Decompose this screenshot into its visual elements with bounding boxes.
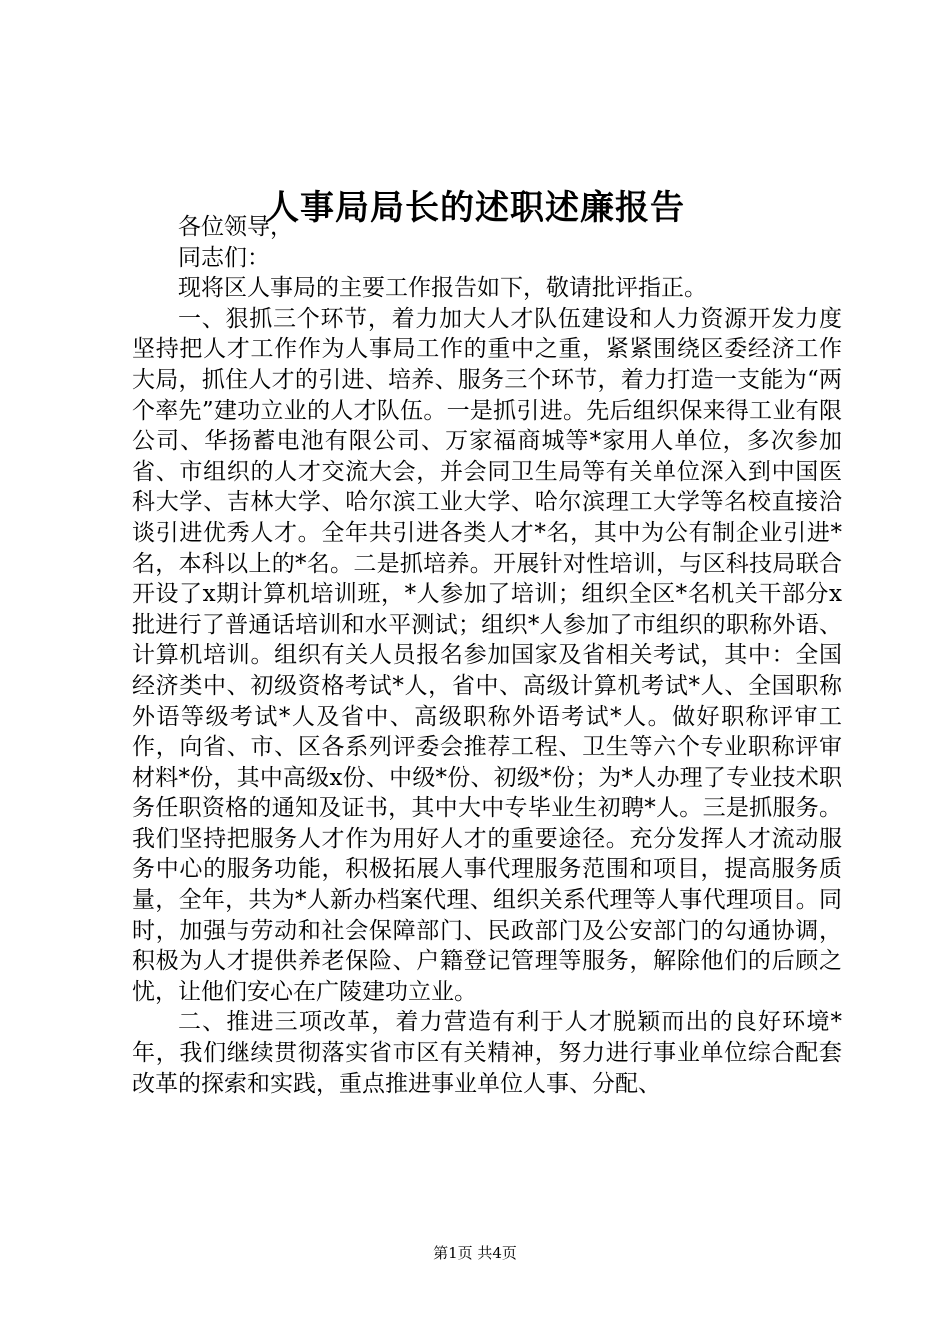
salutation-leaders: 各位领导， <box>178 214 293 240</box>
body-paragraph: 一、狠抓三个环节，着力加大人才队伍建设和人力资源开发力度坚持把人才工作作为人事局工作的重中之重，紧紧围绕区委经济工作大局，抓住人才的引进、培养、服务三个环节，着力打造一支能为“两个率先”建功立业的人才队伍。一是抓引进。先后组织保来得工业有限公司、华扬蓄电池有限公司、万家福商城等*家用人单位，多次参加省、市组织的人才交流大会，并会同卫生局等有关单位深入到中国医科大学、吉林大学、哈尔滨工业大学、哈尔滨理工大学等名校直接洽谈引进优秀人才。全年共引进各类人才*名，其中为公有制企业引进*名，本科以上的*名。二是抓培养。开展针对性培训，与区科技局联合开设了x期计算机培训班，*人参加了培训；组织全区*名机关干部分x批进行了普通话培训和水平测试；组织*人参加了市组织的职称外语、计算机培训。组织有关人员报名参加国家及省相关考试，其中：全国经济类中、初级资格考试*人，省中、高级计算机考试*人、全国职称外语等级考试*人及省中、高级职称外语考试*人。做好职称评审工作，向省、市、区各系列评委会推荐工程、卫生等六个专业职称评审材料*份，其中高级x份、中级*份、初级*份；为*人办理了专业技术职务任职资格的通知及证书，其中大中专毕业生初聘*人。三是抓服务。我们坚持把服务人才作为用好人才的重要途径。充分发挥人才流动服务中心的服务功能，积极拓展人事代理服务范围和项目，提高服务质量，全年，共为*人新办档案代理、组织关系代理等人事代理项目。同时，加强与劳动和社会保障部门、民政部门及公安部门的勾通协调，积极为人才提供养老保险、户籍登记管理等服务，解除他们的后顾之忧，让他们安心在广陵建功立业。 <box>132 305 842 1005</box>
page-number-footer: 第1页 共4页 <box>433 1244 517 1262</box>
salutation-comrades: 同志们： <box>178 244 270 271</box>
body-paragraph: 现将区人事局的主要工作报告如下，敬请批评指正。 <box>178 275 707 302</box>
document-body <box>132 212 842 1099</box>
document-title: 人事局局长的述职述廉报告 <box>265 188 685 228</box>
body-paragraph: 二、推进三项改革，着力营造有利于人才脱颖而出的良好环境*年，我们继续贯彻落实省市区有关精神，努力进行事业单位综合配套改革的探索和实践，重点推进事业单位人事、分配、 <box>132 1009 842 1097</box>
